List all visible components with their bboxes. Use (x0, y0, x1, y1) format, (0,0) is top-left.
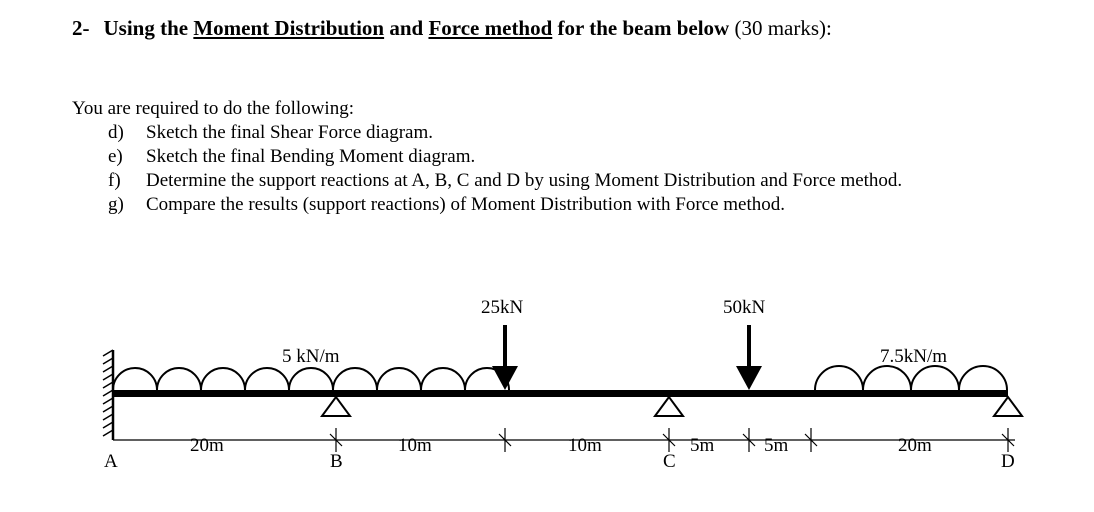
udl-right (815, 366, 1007, 390)
support-label-a: A (104, 451, 118, 472)
point-load-50kn-label: 50kN (723, 297, 766, 318)
support-b-triangle (322, 397, 350, 416)
title-prefix: Using the (103, 16, 189, 40)
question-marks: (30 marks): (734, 16, 832, 40)
title-and: and (389, 16, 424, 40)
point-load-25kn-label: 25kN (481, 297, 524, 318)
task-label: e) (108, 146, 123, 167)
support-label-b: B (330, 451, 343, 472)
method-force: Force method (428, 16, 553, 40)
dimension-line (113, 428, 1015, 452)
udl-left (113, 368, 509, 390)
support-label-d: D (1001, 451, 1015, 472)
point-load-50kn-arrow (736, 325, 762, 390)
dimension-label: 5m (690, 435, 715, 456)
title-suffix: for the beam below (557, 16, 730, 40)
support-c-triangle (655, 397, 683, 416)
dimension-label: 20m (190, 435, 224, 456)
task-label: d) (108, 122, 124, 143)
dimension-label: 10m (398, 435, 432, 456)
support-d-triangle (994, 397, 1022, 416)
dimension-label: 10m (568, 435, 602, 456)
question-number: 2- (72, 16, 90, 40)
task-label: f) (108, 170, 121, 191)
task-text: Sketch the final Shear Force diagram. (146, 122, 434, 143)
dimension-label: 5m (764, 435, 789, 456)
task-text: Sketch the final Bending Moment diagram. (146, 146, 476, 167)
method-moment-distribution: Moment Distribution (193, 16, 385, 40)
fixed-support-a (103, 350, 113, 440)
task-text: Compare the results (support reactions) of Moment Distribution with Force method. (146, 194, 786, 215)
task-text: Determine the support reactions at A, B, C and D by using Moment Distribution and Force method. (146, 170, 903, 191)
beam (113, 390, 1008, 397)
point-load-25kn-arrow (492, 325, 518, 390)
udl-right-label: 7.5kN/m (880, 346, 948, 367)
support-label-c: C (663, 451, 676, 472)
dimension-label: 20m (898, 435, 932, 456)
task-label: g) (108, 194, 124, 215)
instructions-intro: You are required to do the following: (72, 98, 354, 119)
udl-left-label: 5 kN/m (282, 346, 340, 367)
